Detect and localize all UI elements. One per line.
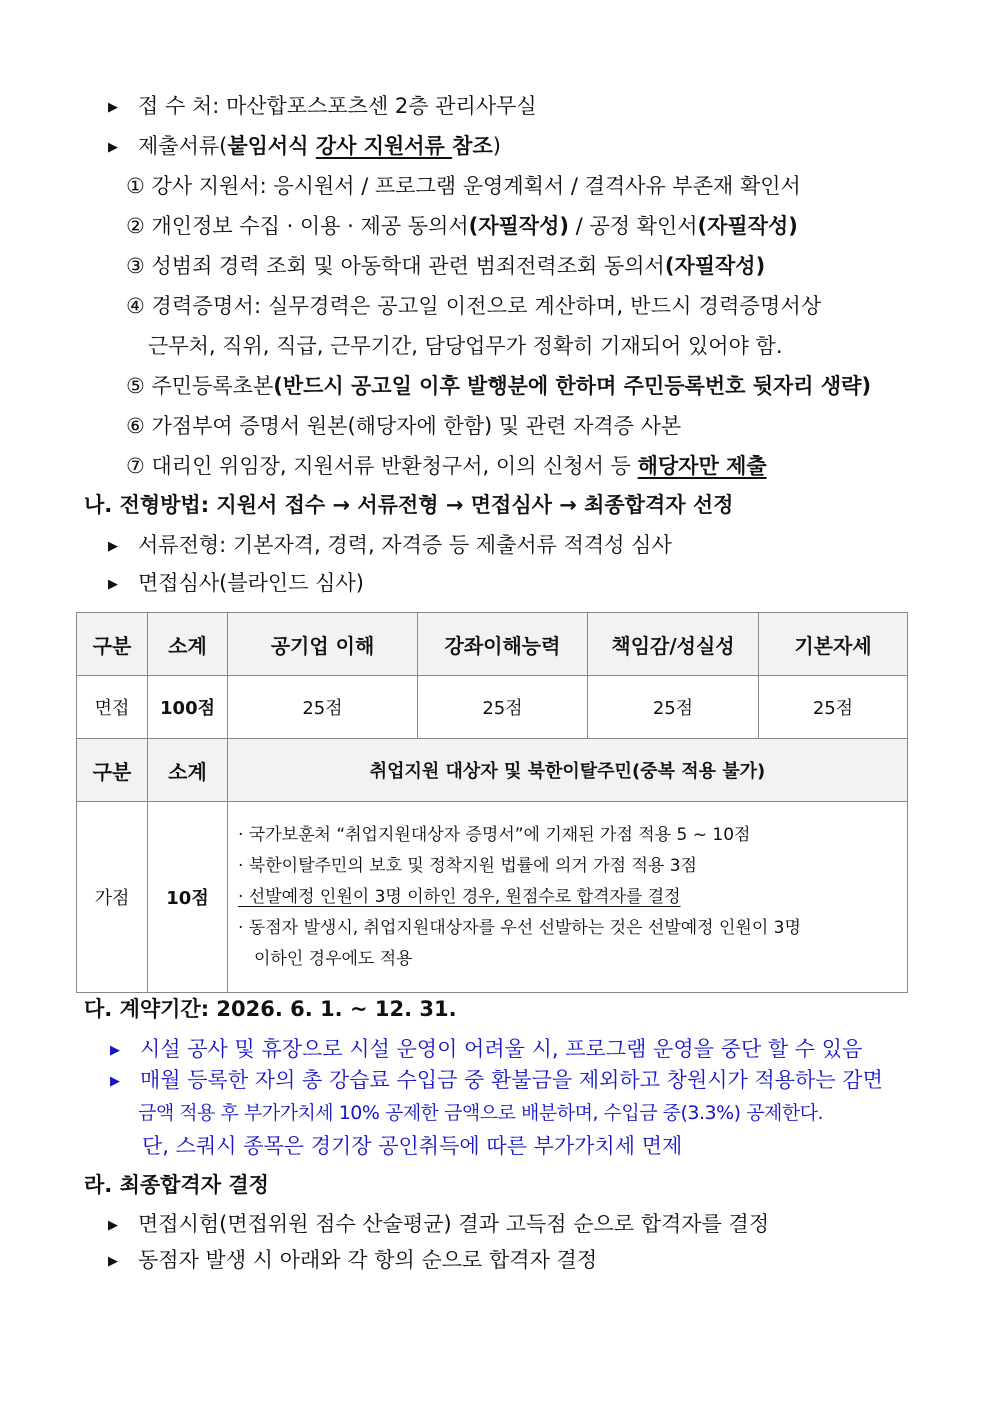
table-note: · 북한이탈주민의 보호 및 정착지원 법률에 의거 가점 적용 3점 xyxy=(238,855,697,876)
table-header-cell: 기본자세 xyxy=(759,613,908,676)
table-header-cell: 소계 xyxy=(148,613,228,676)
table-header-cell: 소계 xyxy=(148,739,228,802)
doc-text: 경력증명서: 실무경력은 공고일 이전으로 계산하며, 반드시 경력증명서상 xyxy=(151,294,822,318)
table-cell: 25점 xyxy=(228,676,418,739)
doc-item-7 xyxy=(126,452,767,480)
table-cell: 100점 xyxy=(148,676,228,739)
note-text: 매월 등록한 자의 총 강습료 수입금 중 환불금을 제외하고 창원시가 적용하는 감면 xyxy=(140,1068,883,1092)
doc-item-1 xyxy=(126,172,801,200)
doc-num: ⑥ xyxy=(126,414,145,438)
table-header-cell: 책임감/성실성 xyxy=(588,613,759,676)
doc-text-mid: / 공정 확인서 xyxy=(568,214,698,238)
docs-bold2: 참조 xyxy=(452,134,493,158)
table-cell: 면접 xyxy=(77,676,148,739)
doc-item-6 xyxy=(126,412,681,440)
table-note: 이하인 경우에도 적용 xyxy=(254,948,413,969)
section-ra-title: 라. 최종합격자 결정 xyxy=(84,1173,269,1197)
table-cell: 25점 xyxy=(759,676,908,739)
doc-text: 성범죄 경력 조회 및 아동학대 관련 범죄전력조회 동의서 xyxy=(151,254,665,278)
doc-num: ④ xyxy=(126,294,145,318)
table-cell: 10점 xyxy=(148,802,228,993)
table-row xyxy=(77,676,908,739)
triangle-bullet-icon: ▶ xyxy=(108,100,118,115)
table-cell: 25점 xyxy=(588,676,759,739)
triangle-bullet-icon: ▶ xyxy=(108,577,118,592)
section-na-title: 나. 전형방법: 지원서 접수 → 서류전형 → 면접심사 → 최종합격자 선정 xyxy=(84,493,734,517)
docs-prefix: 제출서류( xyxy=(138,134,228,158)
bullet-text: 서류전형: 기본자격, 경력, 자격증 등 제출서류 적격성 심사 xyxy=(138,533,672,557)
doc-num: ③ xyxy=(126,254,145,278)
doc-item-3 xyxy=(126,252,765,280)
bullet-text: 면접시험(면접위원 점수 산술평균) 결과 고득점 순으로 합격자를 결정 xyxy=(138,1212,770,1236)
docs-bold1: 붙임서식 xyxy=(227,134,316,158)
table-header-row xyxy=(77,739,908,802)
contract-note-2 xyxy=(110,1066,883,1096)
note-underlined: · 선발예정 인원이 3명 이하인 경우, 원점수로 합격자를 결정 xyxy=(238,886,681,907)
docs-suffix: ) xyxy=(492,134,501,158)
doc-bold: (자필작성) xyxy=(468,214,569,238)
doc-item-4-cont xyxy=(148,332,783,360)
triangle-bullet-icon: ▶ xyxy=(110,1074,120,1089)
note-text: 시설 공사 및 휴장으로 시설 운영이 어려울 시, 프로그램 운영을 중단 할 수 있음 xyxy=(140,1037,863,1061)
table-header-cell: 취업지원 대상자 및 북한이탈주민(중복 적용 불가) xyxy=(228,739,908,802)
bullet-text: 동점자 발생 시 아래와 각 항의 순으로 합격자 결정 xyxy=(138,1248,598,1272)
table-row xyxy=(77,802,908,993)
bullet-reception xyxy=(108,92,537,122)
bullet-final-1 xyxy=(108,1210,769,1240)
doc-item-2 xyxy=(126,212,798,240)
bullet-interview xyxy=(108,569,364,599)
table-note: · 국가보훈처 “취업지원대상자 증명서”에 기재된 가점 적용 5 ~ 10점 xyxy=(238,824,751,845)
doc-item-5 xyxy=(126,372,871,400)
bullet-final-2 xyxy=(108,1246,597,1276)
doc-text: 강사 지원서: 응시원서 / 프로그램 운영계획서 / 결격사유 부존재 확인서 xyxy=(151,174,801,198)
doc-num: ② xyxy=(126,214,145,238)
doc-bold-underline: 해당자만 제출 xyxy=(637,454,767,478)
table-cell: 가점 xyxy=(77,802,148,993)
contract-note-1 xyxy=(110,1035,862,1065)
doc-bold: (반드시 공고일 이후 발행분에 한하며 주민등록번호 뒷자리 생략) xyxy=(273,374,872,398)
bullet-text: 면접심사(블라인드 심사) xyxy=(138,571,364,595)
triangle-bullet-icon: ▶ xyxy=(108,1218,118,1233)
section-da-title: 다. 계약기간: 2026. 6. 1. ~ 12. 31. xyxy=(84,997,457,1021)
table-cell: 25점 xyxy=(418,676,588,739)
triangle-bullet-icon: ▶ xyxy=(108,539,118,554)
doc-bold: (자필작성) xyxy=(664,254,766,278)
bullet-document-screening xyxy=(108,531,672,561)
contract-note-2-cont: 금액 적용 후 부가가치세 10% 공제한 금액으로 배분하며, 수입금 중(3.3%) 공제한다. xyxy=(138,1102,824,1124)
table-notes-cell xyxy=(228,802,908,993)
reception-text: 접 수 처: 마산합포스포츠센 2층 관리사무실 xyxy=(138,94,537,118)
doc-num: ⑤ xyxy=(126,374,145,398)
doc-num: ① xyxy=(126,174,145,198)
doc-text-cont: 근무처, 직위, 직급, 근무기간, 담당업무가 정확히 기재되어 있어야 함. xyxy=(148,334,783,358)
table-header-cell: 구분 xyxy=(77,739,148,802)
triangle-bullet-icon: ▶ xyxy=(110,1043,120,1058)
table-header-cell: 구분 xyxy=(77,613,148,676)
doc-bold: (자필작성) xyxy=(697,214,798,238)
triangle-bullet-icon: ▶ xyxy=(108,1254,118,1269)
table-header-cell: 공기업 이해 xyxy=(228,613,418,676)
doc-item-4 xyxy=(126,292,822,320)
table-header-cell: 강좌이해능력 xyxy=(418,613,588,676)
bullet-documents xyxy=(108,132,501,162)
docs-bold-underline: 강사 지원서류 xyxy=(315,134,453,158)
doc-text: 가점부여 증명서 원본(해당자에 한함) 및 관련 자격증 사본 xyxy=(151,414,682,438)
table-header-row xyxy=(77,613,908,676)
score-table xyxy=(76,612,908,993)
table-note: · 동점자 발생시, 취업지원대상자를 우선 선발하는 것은 선발예정 인원이 3명 xyxy=(238,917,801,938)
triangle-bullet-icon: ▶ xyxy=(108,140,118,155)
contract-note-3: 단, 스쿼시 종목은 경기장 공인취득에 따른 부가가치세 면제 xyxy=(142,1134,683,1158)
doc-num: ⑦ xyxy=(126,454,145,478)
doc-text: 주민등록초본 xyxy=(151,374,274,398)
table-note xyxy=(238,882,897,913)
doc-text: 대리인 위임장, 지원서류 반환청구서, 이의 신청서 등 xyxy=(151,454,638,478)
doc-text: 개인정보 수집 · 이용 · 제공 동의서 xyxy=(151,214,469,238)
